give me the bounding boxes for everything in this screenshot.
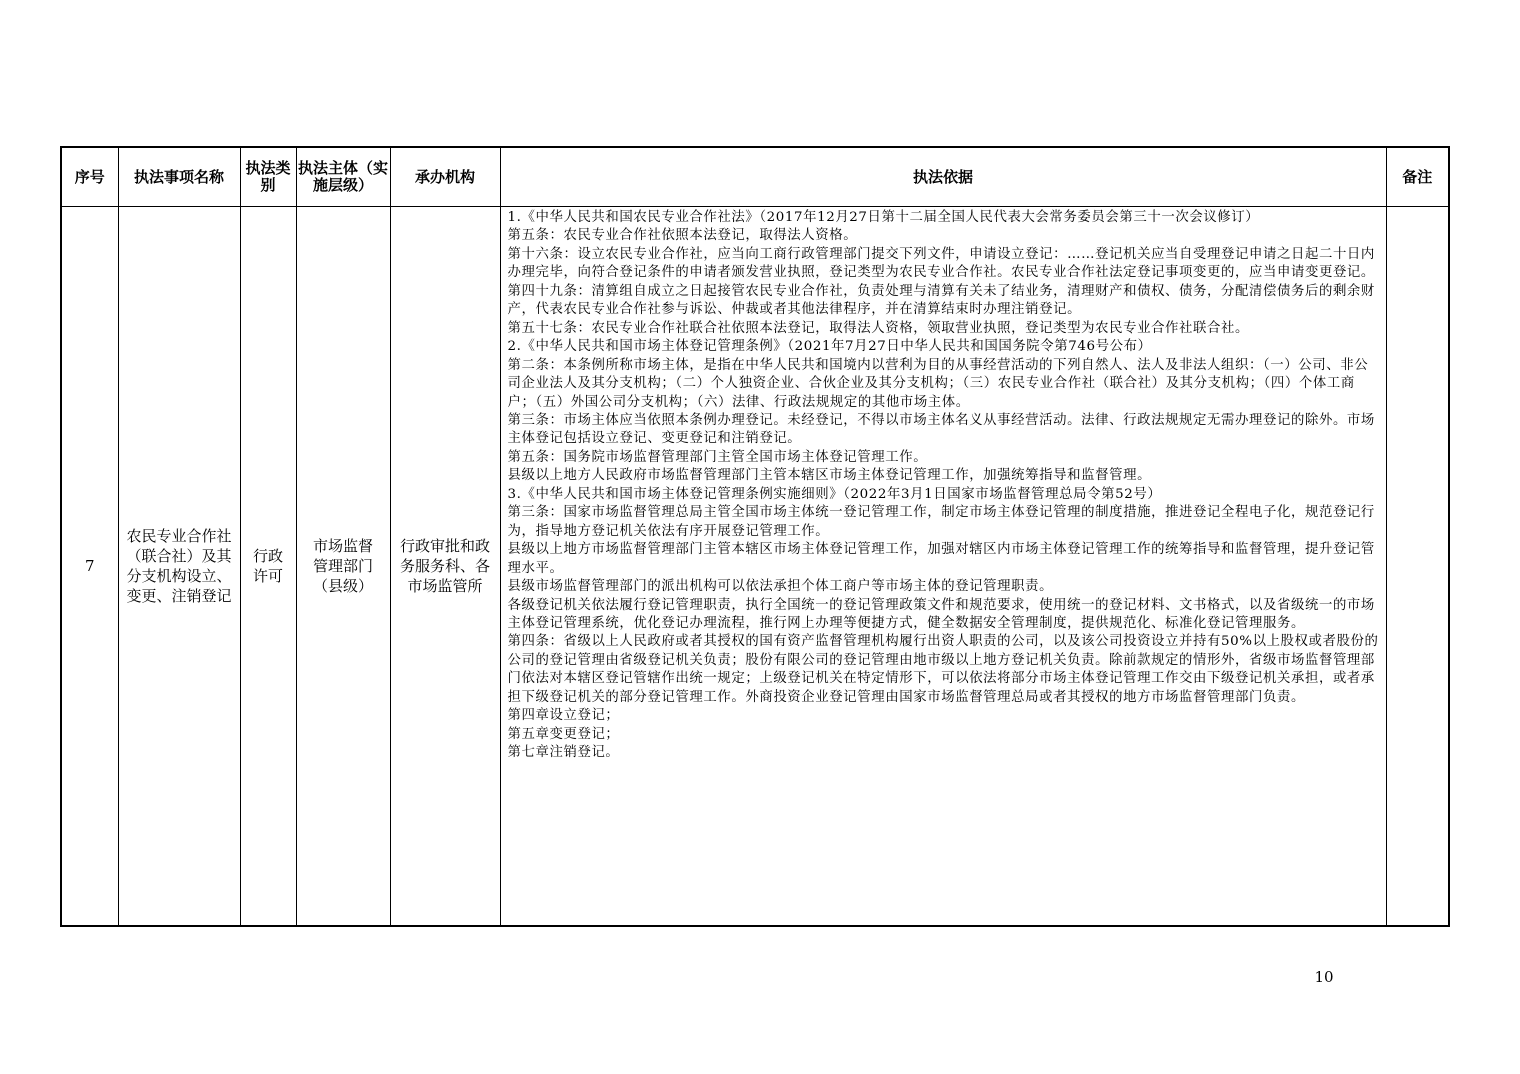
- cell-remark: [1386, 207, 1449, 927]
- basis-line: 2.《中华人民共和国市场主体登记管理条例》（2021年7月27日中华人民共和国国务院令第746号公布）: [507, 339, 1152, 355]
- basis-line: 第三条：市场主体应当依照本条例办理登记。未经登记，不得以市场主体名义从事经营活动。法律、行政法规规定无需办理登记的除外。市场主体登记包括设立登记、变更登记和注销登记。: [507, 412, 1375, 447]
- basis-line: 第四十九条：清算组自成立之日起接管农民专业合作社，负责处理与清算有关未了结业务，清理财产和债权、债务，分配清偿债务后的剩余财产，代表农民专业合作社参与诉讼、仲裁或者其他法律程序，并在清算结束时办理注销登记。: [507, 283, 1375, 318]
- basis-line: 3.《中华人民共和国市场主体登记管理条例实施细则》（2022年3月1日国家市场监督管理总局令第52号）: [507, 486, 1162, 502]
- cell-subject: 市场监督管理部门（县级）: [296, 207, 390, 927]
- enforcement-table: [60, 146, 1450, 927]
- header-item-name: 执法事项名称: [118, 147, 240, 207]
- basis-line: 1.《中华人民共和国农民专业合作社法》（2017年12月27日第十二届全国人民代表大会常务委员会第三十一次会议修订）: [507, 210, 1260, 225]
- cell-category: 行政许可: [240, 207, 296, 927]
- header-basis: 执法依据: [500, 147, 1386, 207]
- header-subject: 执法主体（实施层级）: [296, 147, 390, 207]
- header-row: [61, 147, 1449, 207]
- basis-line: 第五条：农民专业合作社依照本法登记，取得法人资格。: [507, 228, 858, 244]
- basis-line: 第五条：国务院市场监督管理部门主管全国市场主体登记管理工作。: [507, 449, 928, 465]
- basis-line: 第五章变更登记；: [507, 726, 620, 742]
- cell-handler: 行政审批和政务服务科、各市场监管所: [390, 207, 500, 927]
- basis-line: 县级以上地方人民政府市场监督管理部门主管本辖区市场主体登记管理工作，加强统筹指导和监督管理。: [507, 468, 1152, 484]
- table-row: [61, 207, 1449, 927]
- header-seq: 序号: [61, 147, 118, 207]
- basis-line: 县级市场监督管理部门的派出机构可以依法承担个体工商户等市场主体的登记管理职责。: [507, 579, 1054, 595]
- header-category: 执法类别: [240, 147, 296, 207]
- cell-basis: [500, 207, 1386, 927]
- basis-line: 第三条：国家市场监督管理总局主管全国市场主体统一登记管理工作，制定市场主体登记管理的制度措施，推进登记全程电子化，规范登记行为，指导地方登记机关依法有序开展登记管理工作。: [507, 505, 1375, 539]
- header-remark: 备注: [1386, 147, 1449, 207]
- basis-line: 第四条：省级以上人民政府或者其授权的国有资产监督管理机构履行出资人职责的公司，以及该公司投资设立并持有50%以上股权或者股份的公司的登记管理由省级登记机关负责；股份有限公司的登记管理由地市级以上地方登记机关负责。除前款规定的情形外，省级市场监督管理部门依法对本辖区登记管辖作出统一规定；上级登记机关在特定情形下，可以依法将部分市场主体登记管理工作交由下级登记机关承担，或者承担下级登记机关的部分登记管理工作。外商投资企业登记管理由国家市场监督管理总局或者其授权的地方市场监督管理部门负责。: [507, 634, 1379, 705]
- basis-line: 第五十七条：农民专业合作社联合社依照本法登记，取得法人资格，领取营业执照，登记类型为农民专业合作社联合社。: [507, 320, 1249, 336]
- basis-line: 各级登记机关依法履行登记管理职责，执行全国统一的登记管理政策文件和规范要求，使用统一的登记材料、文书格式，以及省级统一的市场主体登记管理系统，优化登记办理流程，推行网上办理等便捷方式，健全数据安全管理制度，提供规范化、标准化登记管理服务。: [507, 597, 1375, 631]
- header-handler: 承办机构: [390, 147, 500, 207]
- cell-seq: 7: [61, 207, 118, 927]
- basis-line: 第七章注销登记。: [507, 745, 620, 761]
- page-number: 10: [1314, 968, 1334, 986]
- basis-line: 第二条：本条例所称市场主体，是指在中华人民共和国境内以营利为目的从事经营活动的下列自然人、法人及非法人组织：（一）公司、非公司企业法人及其分支机构；（二）个人独资企业、合伙企业及其分支机构；（三）农民专业合作社（联合社）及其分支机构；（四）个体工商户；（五）外国公司分支机构；（六）法律、行政法规规定的其他市场主体。: [507, 357, 1369, 410]
- cell-item-name: 农民专业合作社（联合社）及其分支机构设立、变更、注销登记: [118, 207, 240, 927]
- basis-line: 县级以上地方市场监督管理部门主管本辖区市场主体登记管理工作，加强对辖区内市场主体登记管理工作的统筹指导和监督管理，提升登记管理水平。: [507, 542, 1375, 576]
- basis-line: 第四章设立登记；: [507, 708, 620, 724]
- basis-line: 第十六条：设立农民专业合作社，应当向工商行政管理部门提交下列文件，申请设立登记：……登记机关应当自受理登记申请之日起二十日内办理完毕，向符合登记条件的申请者颁发营业执照，登记类型为农民专业合作社。农民专业合作社法定登记事项变更的，应当申请变更登记。: [507, 246, 1375, 281]
